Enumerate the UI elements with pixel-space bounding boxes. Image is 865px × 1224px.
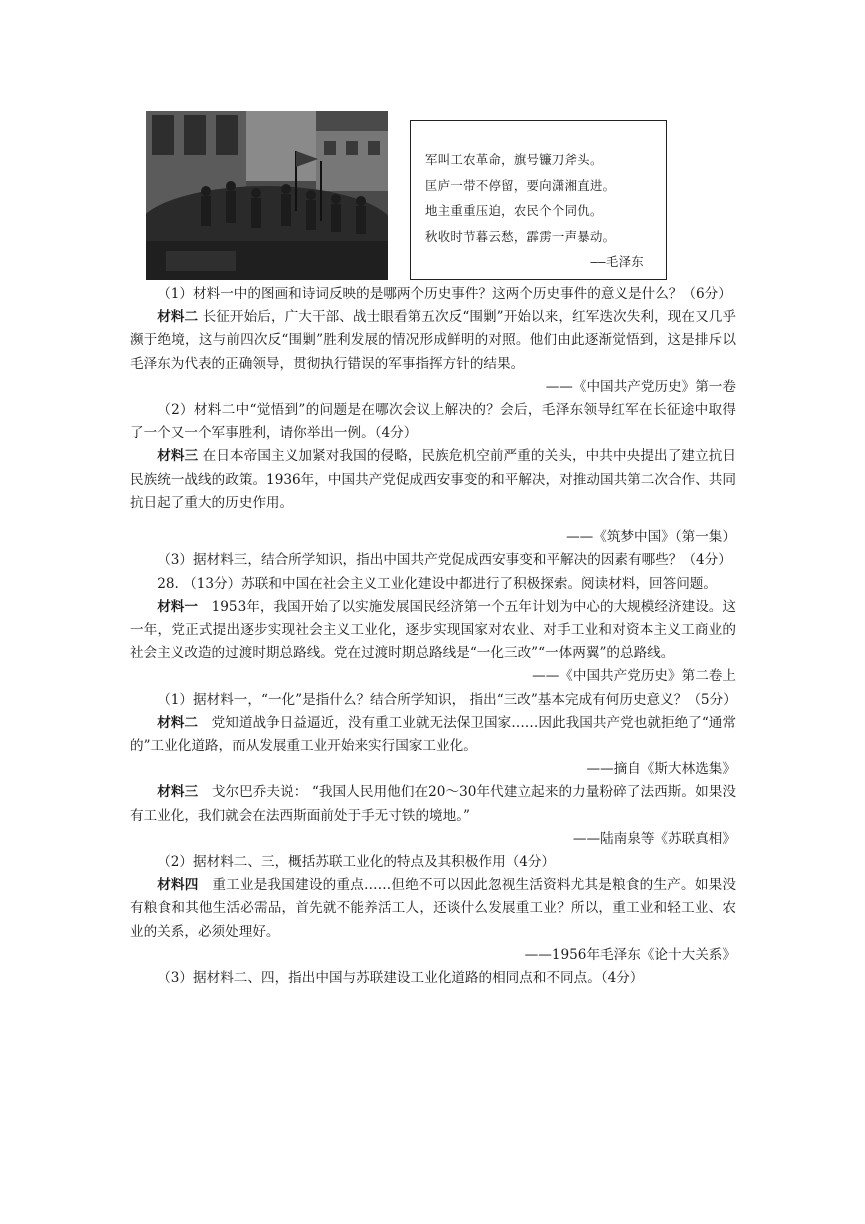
material-label: 材料一 — [157, 598, 199, 615]
material-4 — [130, 874, 736, 944]
material-label: 材料四 — [157, 877, 199, 894]
material-2 — [130, 306, 736, 376]
material-label: 材料二 — [157, 309, 199, 326]
question-3: （3）据材料三，结合所学知识，指出中国共产党促成西安事变和平解决的因素有哪些？（4分） — [157, 552, 732, 569]
material-text: 在日本帝国主义加紧对我国的侵略，民族危机空前严重的关头，中共中央提出了建立抗日民族统一战线的政策。1936年，中国共产党促成西安事变的和平解决，对推动国共第二次合作、共同抗日起了重大的历史作用。 — [130, 448, 737, 511]
material-text: 党知道战争日益逼近，没有重工业就无法保卫国家……因此我国共产党也就拒绝了“通常的”工业化道路，而从发展重工业开始来实行国家工业化。 — [130, 714, 737, 755]
painting-image — [146, 111, 388, 280]
material-2b — [130, 712, 736, 758]
material-3b — [130, 781, 736, 827]
material-source: ——陆南泉等《苏联真相》 — [572, 830, 736, 847]
question-2: （2）材料二中“觉悟到”的问题是在哪次会议上解决的？会后，毛泽东领导红军在长征途中取得了一个又一个军事胜利，请你举出一例。（4分） — [130, 402, 736, 442]
material-text: 长征开始后，广大干部、战士眼看第五次反“围剿”开始以来，红军迭次失利，现在又几乎濒于绝境，这与前四次反“围剿”胜利发展的情况形成鲜明的对照。他们由此逐渐觉悟到，这是排斥以毛泽东为代表的正确领导，贯彻执行错误的军事指挥方针的结果。 — [130, 309, 737, 372]
sub-question-1: （1）据材料一，“一化”是指什么？结合所学知识， 指出“三改”基本完成有何历史意义？（5分） — [157, 691, 737, 708]
material-source: ——摘自《斯大林选集》 — [586, 761, 736, 778]
material-text: 重工业是我国建设的重点……但绝不可以因此忽视生活资料尤其是粮食的生产。如果没有粮食和其他生活必需品，首先就不能养活工人，还谈什么发展重工业？所以，重工业和轻工业、农业的关系，必须处理好。 — [130, 877, 737, 940]
question-body — [130, 283, 736, 990]
material-label: 材料三 — [157, 448, 199, 465]
poem-author: ——毛泽东 — [590, 254, 644, 269]
material-text: 戈尔巴乔夫说： “我国人民用他们在20～30年代建立起来的力量粉碎了法西斯。如果没有工业化，我们就会在法西斯面前处于手无寸铁的境地。” — [130, 784, 736, 824]
material-source: ——《筑梦中国》（第一集） — [566, 529, 736, 546]
material-text: 1953年，我国开始了以实施发展国民经济第一个五年计划为中心的大规模经济建设。这一年，党正式提出逐步实现社会主义工业化，逐步实现国家对农业、对手工业和对资本主义工商业的社会主义改造的过渡时期总路线。党在过渡时期总路线是“一化三改”“一体两翼”的总路线。 — [130, 598, 737, 662]
sub-question-2: （2）据材料二、三，概括苏联工业化的特点及其积极作用（4分） — [157, 854, 556, 871]
material-source: ——《中国共产党历史》第一卷 — [545, 378, 736, 395]
poem-line: 匡庐一带不停留，要向潇湘直进。 — [425, 177, 616, 193]
poem-line: 地主重重压迫，农民个个同仇。 — [425, 203, 603, 218]
material-label: 材料二 — [157, 714, 199, 731]
material-source: ——《中国共产党历史》第二卷上 — [532, 668, 736, 685]
material-1 — [130, 596, 736, 666]
poem-line: 军叫工农革命，旗号镰刀斧头。 — [425, 152, 603, 167]
poem-box — [410, 120, 667, 280]
painting-illustration — [146, 111, 388, 280]
poem-line: 秋收时节暮云愁，霹雳一声暴动。 — [425, 228, 616, 244]
material-source: ——1956年毛泽东《论十大关系》 — [524, 946, 736, 963]
question-28: 28. （13分）苏联和中国在社会主义工业化建设中都进行了积极探索。阅读材料，回答问题。 — [157, 575, 717, 592]
material-3 — [130, 445, 736, 515]
material-label: 材料三 — [157, 784, 199, 801]
sub-question-3: （3）据材料二、四，指出中国与苏联建设工业化道路的相同点和不同点。（4分） — [157, 970, 644, 987]
question-1: （1）材料一中的图画和诗词反映的是哪两个历史事件？这两个历史事件的意义是什么？（6分） — [157, 286, 732, 302]
